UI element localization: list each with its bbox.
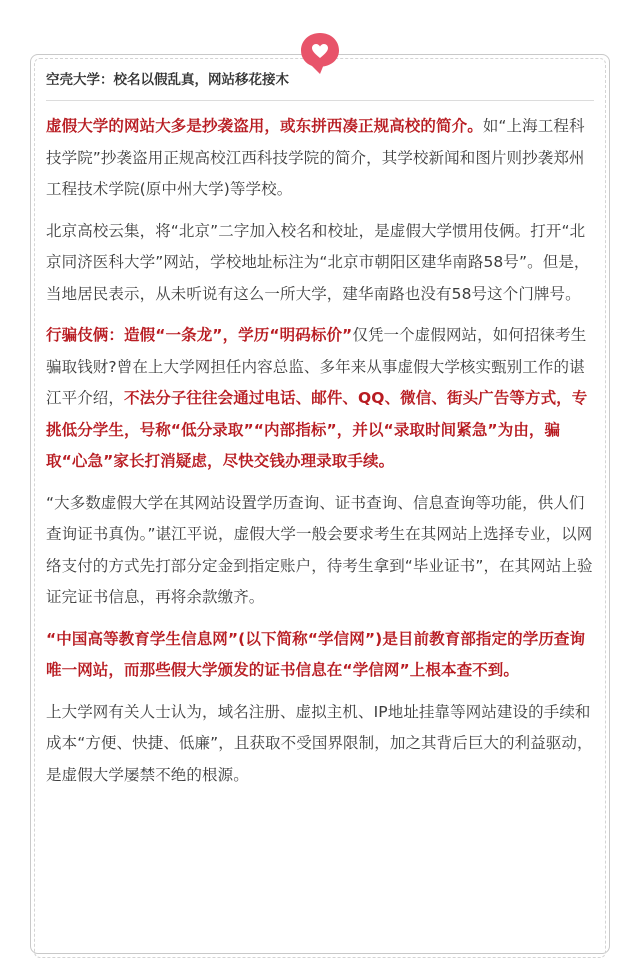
body-text: 如“上海工程科技学院”抄袭盗用正规高校江西科技学院的简介，其学校新闻和图片则抄袭郑州工程技术学院(原中州大学)等学校。: [46, 117, 585, 198]
section-heading: 空壳大学：校名以假乱真，网站移花接木: [46, 70, 594, 101]
paragraph-1: [46, 111, 594, 206]
article-content: [46, 70, 594, 791]
paragraph-2: 北京高校云集，将“北京”二字加入校名和校址，是虚假大学惯用伎俩。打开“北京同济医科大学”网站，学校地址标注为“北京市朝阳区建华南路58号”。但是，当地居民表示，从未听说有这么一所大学，建华南路也没有58号这个门牌号。: [46, 221, 590, 303]
paragraph-5: “中国高等教育学生信息网”(以下简称“学信网”)是目前教育部指定的学历查询唯一网站，而那些假大学颁发的证书信息在“学信网”上根本查不到。: [46, 629, 586, 679]
paragraph-6: 上大学网有关人士认为，域名注册、虚拟主机、IP地址挂靠等网站建设的手续和成本“方便、快捷、低廉”，且获取不受国界限制，加之其背后巨大的利益驱动，是虚假大学屡禁不绝的根源。: [46, 702, 593, 784]
highlight-text: 虚假大学的网站大多是抄袭盗用，或东拼西凑正规高校的简介。: [46, 117, 483, 135]
body-text: 仅凭一个虚假网站，如何招徕考生骗取钱财?曾在上大学网担任内容总监、多年来从事虚假大学核实甄别工作的谌江平介绍，: [46, 326, 587, 407]
highlight-text: 不法分子往往会通过电话、邮件、QQ、微信、街头广告等方式，专挑低分学生，号称“低分录取”“内部指标”，并以“录取时间紧急”为由，骗取“心急”家长打消疑虑，尽快交钱办理录取手续。: [46, 389, 588, 470]
highlight-text: 行骗伎俩：造假“一条龙”，学历“明码标价”: [46, 326, 353, 344]
paragraph-3: [46, 320, 594, 478]
paragraph-4: “大多数虚假大学在其网站设置学历查询、证书查询、信息查询等功能，供人们查询证书真伪。”谌江平说，虚假大学一般会要求考生在其网站上选择专业，以网络支付的方式先打部分定金到指定账户，待考生拿到“毕业证书”，在其网站上验证完证书信息，再将余款缴齐。: [46, 493, 593, 606]
